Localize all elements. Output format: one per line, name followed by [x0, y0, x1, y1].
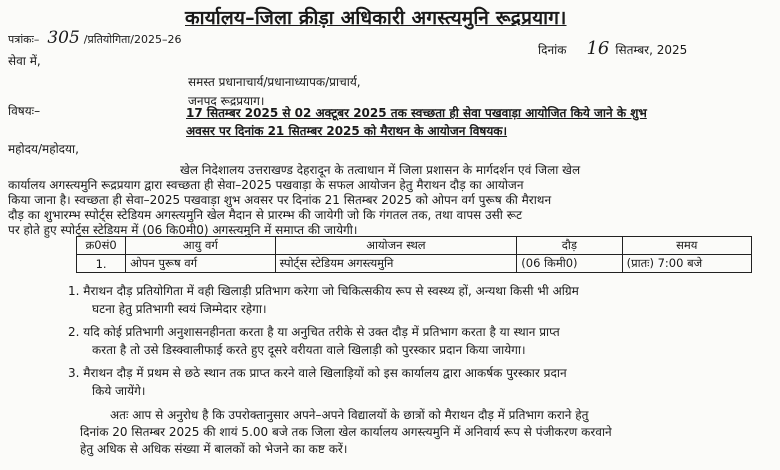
- point-1-line-1: 1. मैराथन दौड़ प्रतियोगिता में वही खिलाड़ी प्रतिभाग करेगा जो चिकित्सकीय रूप से स्वस्थ्य हों, अन्यथा किसी भी अग्रिम: [68, 284, 579, 298]
- closing-line-1: अतः आप से अनुरोध है कि उपरोक्तानुसार अपने–अपने विद्यालयों के छात्रों को मैराथन दौड़ में प्रतिभाग कराने हेतु: [110, 408, 589, 422]
- closing-line-3: हेतु अधिक से अधिक संख्या में बालकों को भेजने का कष्ट करें।: [80, 442, 348, 456]
- col-venue: आयोजन स्थल: [275, 237, 517, 255]
- date-rest: सितम्बर, 2025: [615, 43, 688, 57]
- cell-time: (प्रातः) 7:00 बजे: [622, 255, 751, 273]
- recipient-line-1: समस्त प्रधानाचार्य/प्रधानाध्यापक/प्राचार्य,: [188, 75, 361, 89]
- body-line-5: पर होते हुए स्पोर्ट्स स्टेडियम में (06 कि0मी0) अगस्त्यमुनि में समाप्त की जायेगी।: [8, 223, 358, 237]
- letter-date: [538, 38, 687, 59]
- col-time: समय: [622, 237, 751, 255]
- ref-suffix: /प्रतियोगिता/2025–26: [83, 33, 182, 46]
- cell-age-group: ओपन पुरूष वर्ग: [126, 255, 275, 273]
- point-2-line-2: करता है तो उसे डिस्क्वालीफाई करते हुए दूसरे वरीयता वाले खिलाड़ी को पुरस्कार प्रदान किया जायेगा।: [92, 343, 526, 357]
- marathon-table: [76, 236, 752, 273]
- table-header-row: [77, 237, 752, 255]
- subject-line-1: 17 सितम्बर 2025 से 02 अक्टूबर 2025 तक स्वच्छता ही सेवा पखवाड़ा आयोजित किये जाने के शुभ: [186, 106, 647, 120]
- point-2-line-1: 2. यदि कोई प्रतिभागी अनुशासनहीनता करता है या अनुचित तरीके से उक्त दौड़ में प्रतिभाग करता है या स्थान प्राप्त: [68, 325, 560, 339]
- reference-number: [8, 28, 181, 48]
- point-3-line-1: 3. मैराथन दौड़ में प्रथम से छठे स्थान तक प्राप्त करने वाले खिलाड़ियों को इस कार्यालय द्वारा आकर्षक पुरस्कार प्रदान: [68, 366, 567, 380]
- date-day-handwritten: 16: [586, 38, 610, 59]
- cell-venue: स्पोर्ट्स स्टेडियम अगस्त्यमुनि: [275, 255, 517, 273]
- cell-race: (06 किमी0): [517, 255, 622, 273]
- subject-label: विषयः–: [8, 104, 41, 118]
- body-line-2: कार्यालय अगस्त्यमुनि रूद्रप्रयाग द्वारा स्वच्छता ही सेवा–2025 पखवाड़ा के सफल आयोजन हेतु मैराथन दौड़ का आयोजन: [8, 178, 524, 192]
- point-3-line-2: किये जायेंगे।: [92, 384, 146, 398]
- ref-label: पत्रांकः–: [8, 33, 40, 46]
- col-serial: क्र0सं0: [77, 237, 126, 255]
- subject-line-2: अवसर पर दिनांक 21 सितम्बर 2025 को मैराथन के आयोजन विषयक।: [186, 124, 508, 138]
- closing-line-2: दिनांक 20 सितम्बर 2025 की शायं 5.00 बजे तक जिला खेल कार्यालय अगस्त्यमुनि में अनिवार्य रूप से पंजीकरण करवाने: [80, 425, 612, 439]
- recipient-line-2: जनपद रूद्रप्रयाग।: [188, 94, 265, 108]
- point-1-line-2: घटना हेतु प्रतिभागी स्वयं जिम्मेदार रहेगा।: [92, 302, 267, 316]
- col-age-group: आयु वर्ग: [126, 237, 275, 255]
- office-title: कार्यालय–जिला क्रीड़ा अधिकारी अगस्त्यमुनि रूद्रप्रयाग।: [185, 7, 567, 29]
- seva-mein: सेवा में,: [8, 54, 41, 68]
- ref-number-handwritten: 305: [47, 28, 80, 48]
- col-race: दौड़: [517, 237, 622, 255]
- body-line-3: किया जाना है। स्वच्छता ही सेवा–2025 पखवाड़ा शुभ अवसर पर दिनांक 21 सितम्बर 2025 को ओपन वर्ग पुरूष की मैराथन: [8, 193, 552, 207]
- body-line-1: खेल निदेशालय उत्तराखण्ड देहरादून के तत्वाधान में जिला प्रशासन के मार्गदर्शन एवं जिला खेल: [180, 163, 581, 177]
- body-line-4: दौड़ का शुभारम्भ स्पोर्ट्स स्टेडियम अगस्त्यमुनि खेल मैदान से प्रारम्भ की जायेगी जो कि गंगतल तक, तथा वापस उसी रूट: [8, 208, 523, 222]
- date-label: दिनांक: [538, 43, 567, 57]
- cell-serial: 1.: [77, 255, 126, 273]
- salutation: महोदय/महोदया,: [8, 142, 79, 156]
- table-row: [77, 255, 752, 273]
